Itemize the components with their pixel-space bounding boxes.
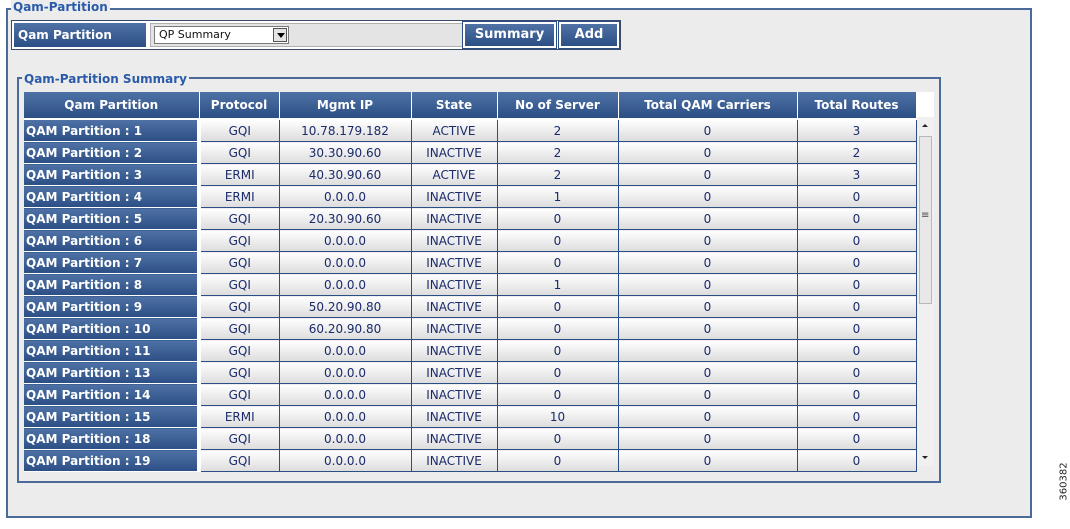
- table-cell: ERMI: [199, 164, 279, 186]
- table-cell: GQI: [199, 274, 279, 296]
- figure-id: 360382: [1058, 462, 1070, 501]
- partition-name-cell[interactable]: QAM Partition : 1: [24, 119, 199, 142]
- table-cell: 0.0.0.0: [279, 340, 411, 362]
- table-row[interactable]: [24, 252, 916, 274]
- table-cell: GQI: [199, 362, 279, 384]
- table-cell: INACTIVE: [411, 252, 497, 274]
- table-cell: GQI: [199, 340, 279, 362]
- scroll-down-icon[interactable]: [917, 449, 934, 466]
- table-cell: 20.30.90.60: [279, 208, 411, 230]
- table-cell: ERMI: [199, 186, 279, 208]
- table-cell: ERMI: [199, 406, 279, 428]
- table-cell: 0: [618, 230, 797, 252]
- table-row[interactable]: [24, 340, 916, 362]
- table-cell: 50.20.90.80: [279, 296, 411, 318]
- table-cell: 0: [618, 340, 797, 362]
- partition-name-cell[interactable]: QAM Partition : 11: [24, 340, 199, 362]
- table-row[interactable]: [24, 450, 916, 472]
- add-button[interactable]: Add: [559, 22, 619, 48]
- table-cell: 0: [618, 406, 797, 428]
- table-row[interactable]: [24, 274, 916, 296]
- partition-name-cell[interactable]: QAM Partition : 10: [24, 318, 199, 340]
- table-cell: 0: [618, 274, 797, 296]
- table-cell: INACTIVE: [411, 406, 497, 428]
- summary-button[interactable]: Summary: [463, 22, 556, 48]
- table-scrollbar[interactable]: [917, 117, 934, 466]
- summary-title: Qam-Partition Summary: [24, 72, 187, 86]
- table-cell: 0: [497, 318, 618, 340]
- table-cell: 0: [797, 318, 916, 340]
- column-header: Total QAM Carriers: [618, 92, 797, 119]
- table-cell: 0: [497, 384, 618, 406]
- table-cell: 10.78.179.182: [279, 119, 411, 142]
- partition-name-cell[interactable]: QAM Partition : 14: [24, 384, 199, 406]
- partition-name-cell[interactable]: QAM Partition : 5: [24, 208, 199, 230]
- table-row[interactable]: [24, 362, 916, 384]
- table-cell: GQI: [199, 119, 279, 142]
- table-cell: GQI: [199, 296, 279, 318]
- table-cell: INACTIVE: [411, 362, 497, 384]
- table-row[interactable]: [24, 164, 916, 186]
- table-cell: 3: [797, 164, 916, 186]
- table-row[interactable]: [24, 428, 916, 450]
- table-cell: 1: [497, 274, 618, 296]
- partition-name-cell[interactable]: QAM Partition : 13: [24, 362, 199, 384]
- table-cell: 0.0.0.0: [279, 230, 411, 252]
- table-cell: 30.30.90.60: [279, 142, 411, 164]
- view-select-value: QP Summary: [159, 28, 231, 41]
- table-cell: 0: [618, 252, 797, 274]
- table-cell: INACTIVE: [411, 186, 497, 208]
- table-row[interactable]: [24, 230, 916, 252]
- view-select[interactable]: [154, 26, 289, 44]
- table-cell: 0.0.0.0: [279, 186, 411, 208]
- table-cell: GQI: [199, 230, 279, 252]
- table-cell: 2: [497, 119, 618, 142]
- table-cell: 0: [618, 318, 797, 340]
- partition-name-cell[interactable]: QAM Partition : 3: [24, 164, 199, 186]
- qam-partition-label: Qam Partition: [14, 23, 146, 47]
- table-cell: 0: [618, 450, 797, 472]
- panel-title: Qam-Partition: [13, 0, 108, 14]
- table-cell: 2: [797, 142, 916, 164]
- column-header: State: [411, 92, 497, 119]
- column-header: Protocol: [199, 92, 279, 119]
- summary-table-container: [24, 92, 934, 466]
- table-cell: INACTIVE: [411, 450, 497, 472]
- table-cell: 0: [797, 252, 916, 274]
- column-header: Qam Partition: [24, 92, 199, 119]
- table-cell: INACTIVE: [411, 230, 497, 252]
- column-header: Mgmt IP: [279, 92, 411, 119]
- table-cell: 0.0.0.0: [279, 274, 411, 296]
- table-cell: 0: [618, 142, 797, 164]
- table-cell: 2: [497, 142, 618, 164]
- table-cell: 0.0.0.0: [279, 406, 411, 428]
- table-cell: 0: [497, 450, 618, 472]
- table-cell: 0: [618, 119, 797, 142]
- table-cell: 0: [797, 384, 916, 406]
- table-cell: 0: [618, 164, 797, 186]
- table-cell: GQI: [199, 252, 279, 274]
- table-row[interactable]: [24, 406, 916, 428]
- table-row[interactable]: [24, 186, 916, 208]
- table-cell: 10: [497, 406, 618, 428]
- table-cell: 0: [618, 208, 797, 230]
- summary-table: [24, 92, 917, 472]
- table-cell: INACTIVE: [411, 318, 497, 340]
- table-cell: 1: [497, 186, 618, 208]
- table-cell: INACTIVE: [411, 274, 497, 296]
- table-cell: 0: [797, 274, 916, 296]
- table-cell: ACTIVE: [411, 119, 497, 142]
- table-cell: 3: [797, 119, 916, 142]
- partition-name-cell[interactable]: QAM Partition : 9: [24, 296, 199, 318]
- partition-name-cell[interactable]: QAM Partition : 18: [24, 428, 199, 450]
- table-cell: 60.20.90.80: [279, 318, 411, 340]
- table-cell: GQI: [199, 428, 279, 450]
- table-cell: INACTIVE: [411, 142, 497, 164]
- column-header: Total Routes: [797, 92, 916, 119]
- table-cell: ACTIVE: [411, 164, 497, 186]
- partition-name-cell[interactable]: QAM Partition : 8: [24, 274, 199, 296]
- column-header: No of Server: [497, 92, 618, 119]
- table-cell: GQI: [199, 318, 279, 340]
- dropdown-arrow-icon[interactable]: [273, 28, 287, 42]
- table-cell: 0: [618, 428, 797, 450]
- table-cell: 0: [797, 208, 916, 230]
- partition-name-cell[interactable]: QAM Partition : 15: [24, 406, 199, 428]
- table-cell: GQI: [199, 384, 279, 406]
- partition-name-cell[interactable]: QAM Partition : 2: [24, 142, 199, 164]
- table-cell: INACTIVE: [411, 208, 497, 230]
- table-row[interactable]: [24, 318, 916, 340]
- table-cell: INACTIVE: [411, 428, 497, 450]
- table-cell: 0: [797, 406, 916, 428]
- partition-name-cell[interactable]: QAM Partition : 6: [24, 230, 199, 252]
- table-cell: 2: [497, 164, 618, 186]
- table-cell: 0: [797, 428, 916, 450]
- table-cell: 0.0.0.0: [279, 384, 411, 406]
- table-row[interactable]: [24, 142, 916, 164]
- table-cell: 0: [497, 252, 618, 274]
- table-cell: GQI: [199, 208, 279, 230]
- table-cell: INACTIVE: [411, 296, 497, 318]
- table-cell: GQI: [199, 142, 279, 164]
- table-cell: 0.0.0.0: [279, 428, 411, 450]
- scrollbar-thumb[interactable]: [919, 136, 932, 304]
- table-cell: 0: [497, 340, 618, 362]
- table-row[interactable]: [24, 296, 916, 318]
- table-cell: 0: [618, 186, 797, 208]
- table-cell: 0: [497, 362, 618, 384]
- table-body: [24, 119, 916, 472]
- table-cell: 0: [497, 208, 618, 230]
- table-cell: 0: [618, 384, 797, 406]
- table-cell: 0: [797, 450, 916, 472]
- table-row[interactable]: [24, 119, 916, 142]
- table-cell: INACTIVE: [411, 384, 497, 406]
- table-cell: 0: [797, 296, 916, 318]
- toolbar: [11, 20, 621, 50]
- scroll-up-icon[interactable]: [917, 117, 934, 134]
- table-cell: 40.30.90.60: [279, 164, 411, 186]
- table-cell: 0.0.0.0: [279, 252, 411, 274]
- table-cell: GQI: [199, 450, 279, 472]
- table-cell: 0: [797, 186, 916, 208]
- partition-name-cell[interactable]: QAM Partition : 7: [24, 252, 199, 274]
- table-cell: 0: [497, 428, 618, 450]
- table-row[interactable]: [24, 208, 916, 230]
- table-cell: 0: [497, 230, 618, 252]
- table-header-row: [24, 92, 916, 119]
- table-row[interactable]: [24, 384, 916, 406]
- table-cell: 0: [497, 296, 618, 318]
- partition-name-cell[interactable]: QAM Partition : 4: [24, 186, 199, 208]
- table-cell: 0: [797, 340, 916, 362]
- table-cell: 0.0.0.0: [279, 450, 411, 472]
- table-cell: 0: [618, 362, 797, 384]
- table-cell: 0: [797, 230, 916, 252]
- table-cell: 0: [797, 362, 916, 384]
- select-area: [150, 23, 470, 47]
- partition-name-cell[interactable]: QAM Partition : 19: [24, 450, 199, 472]
- table-cell: 0.0.0.0: [279, 362, 411, 384]
- table-cell: INACTIVE: [411, 340, 497, 362]
- table-cell: 0: [618, 296, 797, 318]
